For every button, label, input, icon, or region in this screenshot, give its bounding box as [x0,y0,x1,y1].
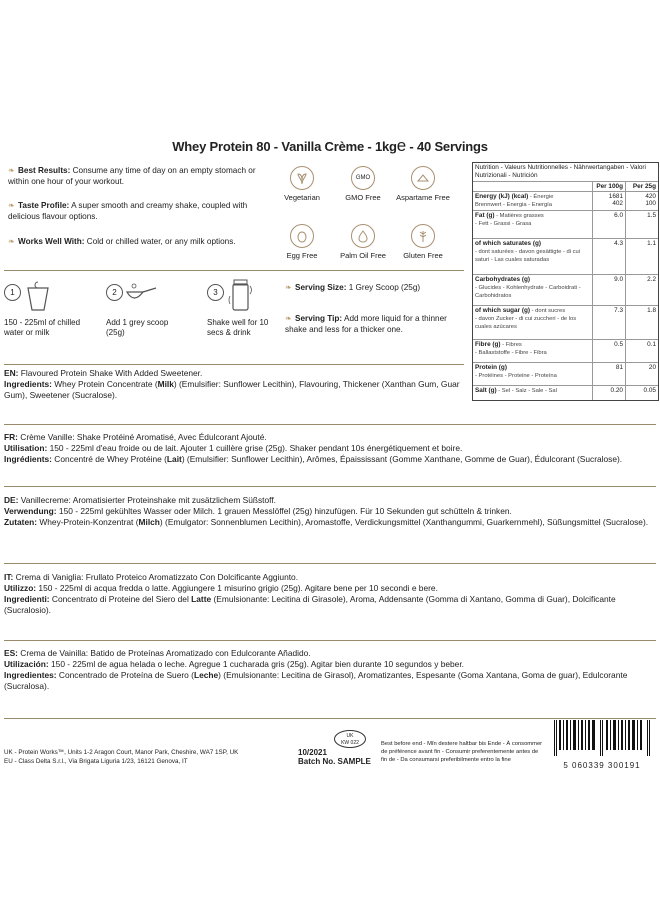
divider [4,486,656,487]
es-ingredients: Ingredientes: Concentrado de Proteína de Suero (Leche) (Emulsionante: Lecitina de Girasol), Aromatizantes, Espesante (Goma Xantana, Goma de guar), Edulcorante (Sucralosa). [4,670,628,691]
section-es [4,648,652,692]
title-servings: - 40 Servings [406,139,488,154]
step-1-text: 150 - 225ml of chilled water or milk [4,318,81,337]
nutrition-row-carbs: Carbohydrates (g) - Glucides - Kohlenhydrate - Carboidrati - Carbohidratos 9.0 2.2 [473,274,658,305]
step-3-text: Shake well for 10 secs & drink [207,318,269,337]
section-it [4,572,652,616]
step-2-number: 2 [106,284,123,301]
it-usage: Utilizzo: 150 - 225ml di acqua fredda o latte. Aggiungere 1 misurino grigio (25g). Agitare bene per 10 secondi e bere. [4,583,438,593]
divider [4,718,656,719]
best-before: Best before end - Mîn destere haltbar bis Ende - À consommer de préférence avant fin - Consumir preferentemente antes de fin de - Da consumarsi preferibilmente entro la fine [381,741,543,763]
glass-icon [24,280,52,317]
aspartame-icon [411,166,435,190]
gluten-icon [411,224,435,248]
divider [4,270,464,271]
egg-free-badge: Egg Free [272,224,332,260]
nutrition-row-saturates: of which saturates (g) - dont saturées - davon gesättigte - di cui saturi - Las cuales saturadas 4.3 1.1 [473,238,658,274]
nutrition-header: Nutrition - Valeurs Nutritionnelles - Nährwertangaben - Valori Nutrizionali - Nutrición [475,164,646,179]
nutrition-col-header: Per 100g Per 25g [473,181,658,191]
divider [4,563,656,564]
nutrition-row-salt: Salt (g) - Sel - Salz - Sale - Sal 0.20 0.05 [473,385,658,400]
feature-taste-profile: ❧ Taste Profile: A super smooth and creamy shake, coupled with delicious flavour options. [8,201,248,221]
address-uk: UK - Protein Works™, Units 1-2 Aragon Court, Manor Park, Cheshire, WA7 1SP, UK [4,749,239,756]
footer-addresses [4,748,304,766]
de-usage: Verwendung: 150 - 225ml gekühltes Wasser oder Milch. 1 grauen Messlöffel (25g) hinzufügen. Für 10 Sekunden gut schütteln & trinken. [4,506,512,516]
it-description: IT: Crema di Vaniglia: Frullato Proteico Aromatizzato Con Dolcificante Aggiunto. [4,572,299,582]
leaf-icon: ❧ [285,283,292,292]
vegetarian-icon [290,166,314,190]
scoop-icon [125,282,159,315]
divider [4,364,464,365]
fr-ingredients: Ingrédients: Concentré de Whey Protéine (Lait) (Emulsifier: Sunflower Lecithin), Arômes, Épaississant (Gomme Xanthane, Gomme de Guar), Édulcorant (Sucralose). [4,454,623,464]
date-code: 10/2021 [298,748,327,757]
section-fr [4,432,652,465]
gluten-free-badge: Gluten Free [393,224,453,260]
nutrition-table [472,162,659,401]
barcode [548,720,656,770]
estimated-sign: e [396,136,407,155]
leaf-icon: ❧ [8,201,15,210]
divider [4,640,656,641]
barcode-bars [548,720,656,756]
es-description: ES: Crema de Vainilla: Batido de Proteínas Aromatizado con Edulcorante Añadido. [4,648,311,658]
aspartame-free-badge: Aspartame Free [393,166,453,202]
health-mark-stamp: UK KW 022 [334,730,366,748]
nutrition-row-fat: Fat (g) - Matières grasses - Fett - Grassi - Grasa 6.0 1.5 [473,210,658,238]
palm-oil-free-badge: Palm Oil Free [333,224,393,260]
batch-number: Batch No. SAMPLE [298,757,371,766]
leaf-icon: ❧ [8,166,15,175]
feature-best-results: ❧ Best Results: Consume any time of day on an empty stomach or within one hour of your workout. [8,166,256,186]
en-ingredients: Ingredients: Whey Protein Concentrate (Milk) (Emulsifier: Sunflower Lecithin), Flavouring, Thickener (Xanthan Gum, Guar Gum), Sweetener (Sucralose). [4,379,460,400]
leaf-icon: ❧ [285,314,292,323]
address-eu: EU - Class Delta S.r.l., Via Brigata Liguria 1/23, 16121 Genova, IT [4,758,188,765]
barcode-number: 5 060339 300191 [563,761,641,770]
leaf-icon: ❧ [8,237,15,246]
shaker-icon [228,278,254,319]
palm-oil-icon [351,224,375,248]
fr-usage: Utilisation: 150 - 225ml d'eau froide ou de lait. Ajouter 1 cuillère grise (25g). Shaker pendant 10s énergétiquement et boire. [4,443,463,453]
de-ingredients: Zutaten: Whey-Protein-Konzentrat (Milch) (Emulgator: Sonnenblumen Lecithin), Aromastoffe, Verdickungsmittel (Xanthangummi, Guarkernmehl), Süßungsmittel (Sucralose). [4,517,649,527]
nutrition-row-sugar: of which sugar (g) - dont sucres - davon Zucker - di cui zuccheri - de los cuales azúcares 7.3 1.8 [473,305,658,339]
es-usage: Utilización: 150 - 225ml de agua helada o leche. Agregue 1 cucharada gris (25g). Agitar bien durante 10 segundos y beber. [4,659,464,669]
serving-size: ❧ Serving Size: 1 Grey Scoop (25g) [285,283,421,292]
gmo-free-badge: GMO GMO Free [333,166,393,202]
section-de [4,495,652,528]
section-en [4,368,466,401]
fr-description: FR: Crème Vanille: Shake Protéiné Aromatisé, Avec Édulcorant Ajouté. [4,432,267,442]
step-3-number: 3 [207,284,224,301]
step-1-number: 1 [4,284,21,301]
vegetarian-badge: Vegetarian [272,166,332,202]
gmo-icon: GMO [351,166,375,190]
nutrition-row-protein: Protein (g) - Protéines - Proteine - Proteína 81 20 [473,362,658,385]
nutrition-row-energy: Energy (kJ) (kcal) - Énergie Brennwert - Energia - Energía 1681 402 420 100 [475,193,656,208]
title-main: Whey Protein 80 - Vanilla Crème - 1kg [172,139,397,154]
feature-works-well: ❧ Works Well With: Cold or chilled water, or any milk options. [8,237,236,246]
batch-info [298,748,371,766]
en-description: EN: Flavoured Protein Shake With Added Sweetener. [4,368,203,378]
step-2-text: Add 1 grey scoop (25g) [106,318,169,337]
serving-tip: ❧ Serving Tip: Add more liquid for a thinner shake and less for a thicker one. [285,314,447,334]
de-description: DE: Vanillecreme: Aromatisierter Proteinshake mit zusätzlichem Süßstoff. [4,495,276,505]
egg-icon [290,224,314,248]
it-ingredients: Ingredienti: Concentrato di Proteine del Siero del Latte (Emulsionante: Lecitina di Girasole), Aroma, Addensante (Gomma di Xantano, Gomma di Guar), Dolcificante (Sucralosio). [4,594,616,615]
nutrition-row-fibre: Fibre (g) - Fibres - Ballaststoffe - Fibre - Fibra 0.5 0.1 [473,339,658,362]
divider [4,424,656,425]
product-title [0,136,660,156]
